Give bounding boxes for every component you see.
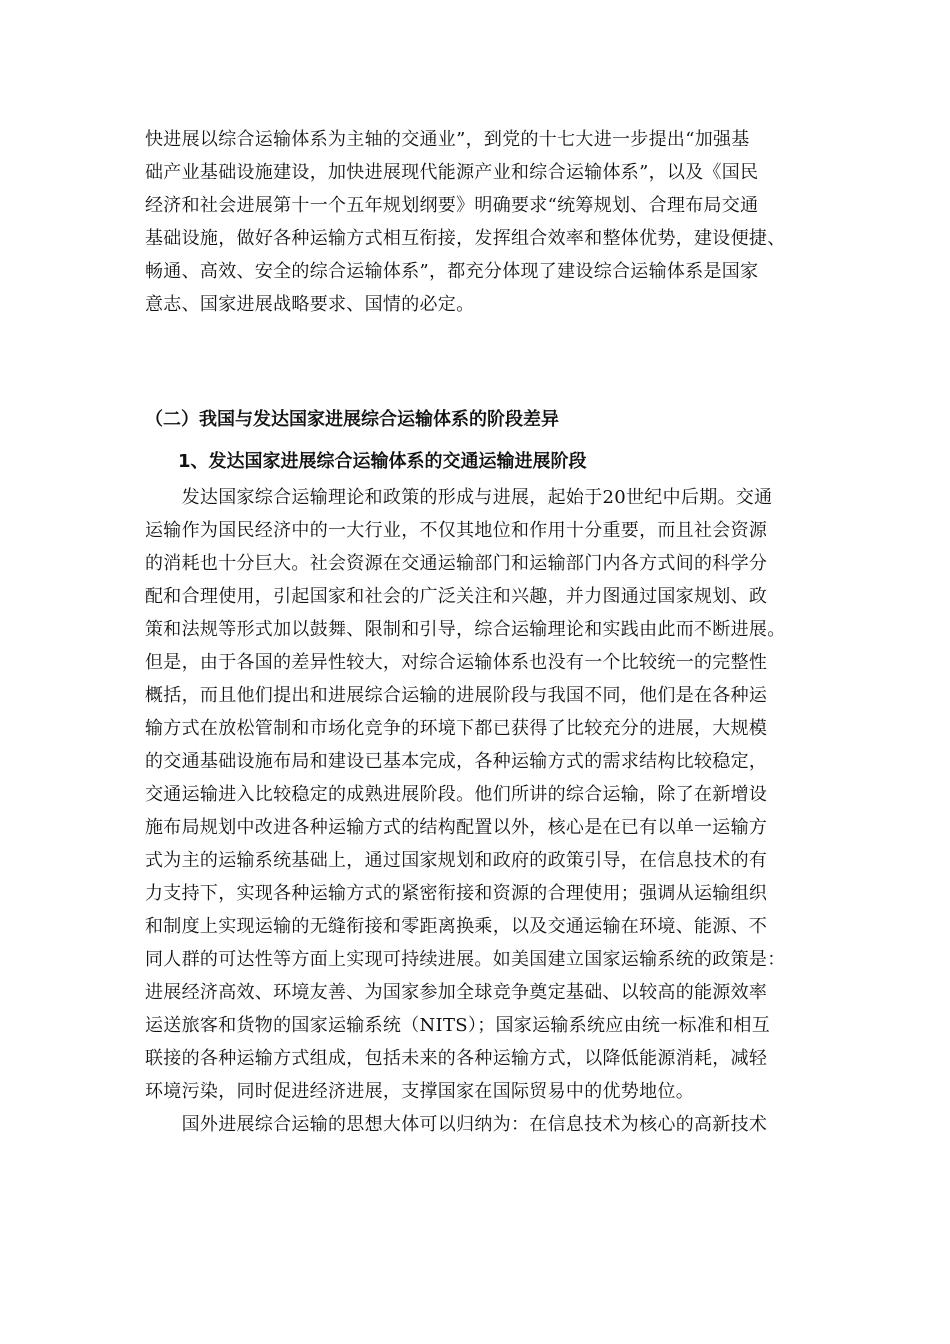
text-line: 施布局规划中改进各种运输方式的结构配置以外，核心是在已有以单一运输方 [145,817,768,838]
text-line: 运送旅客和货物的国家运输系统（NITS）；国家运输系统应由统一标准和相互 [145,1015,770,1036]
text-line: 础产业基础设施建设，加快进展现代能源产业和综合运输体系”，以及《国民 [145,162,759,183]
text-line: 概括，而且他们提出和进展综合运输的进展阶段与我国不同，他们是在各种运 [145,685,768,706]
text-line: 经济和社会进展第十一个五年规划纲要》明确要求“统筹规划、合理布局交通 [145,195,759,216]
text-line: 畅通、高效、安全的综合运输体系”，都充分体现了建设综合运输体系是国家 [145,261,759,282]
text-line: 交通运输进入比较稳定的成熟进展阶段。他们所讲的综合运输，除了在新增设 [145,784,768,805]
text-line: 的交通基础设施布局和建设已基本完成，各种运输方式的需求结构比较稳定， [145,751,768,772]
text-line: 力支持下，实现各种运输方式的紧密衔接和资源的合理使用；强调从运输组织 [145,883,768,904]
text-line: 意志、国家进展战略要求、国情的必定。 [145,294,475,315]
text-line: 联接的各种运输方式组成，包括未来的各种运输方式，以降低能源消耗，减轻 [145,1048,768,1069]
text-line: 配和合理使用，引起国家和社会的广泛关注和兴趣，并力图通过国家规划、政 [145,586,768,607]
text-line: 输方式在放松管制和市场化竞争的环境下都已获得了比较充分的进展，大规模 [145,718,768,739]
text-line: 国外进展综合运输的思想大体可以归纳为：在信息技术为核心的高新技术 [145,1114,768,1135]
text-line: 快进展以综合运输体系为主轴的交通业”，到党的十七大进一步提出“加强基 [145,129,750,150]
text-line: 策和法规等形式加以鼓舞、限制和引导，综合运输理论和实践由此而不断进展。 [145,619,786,640]
text-line: 的消耗也十分巨大。社会资源在交通运输部门和运输部门内各方式间的科学分 [145,553,768,574]
text-line: 但是，由于各国的差异性较大，对综合运输体系也没有一个比较统一的完整性 [145,652,768,673]
subsection-heading: 1、发达国家进展综合运输体系的交通运输进展阶段 [178,451,587,472]
text-line: 式为主的运输系统基础上，通过国家规划和政府的政策引导，在信息技术的有 [145,850,768,871]
text-line: 基础设施，做好各种运输方式相互衔接，发挥组合效率和整体优势，建设便捷、 [145,228,786,249]
text-line: 环境污染，同时促进经济进展，支撑国家在国际贸易中的优势地位。 [145,1081,694,1102]
text-line: 进展经济高效、环境友善、为国家参加全球竞争奠定基础、以较高的能源效率 [145,982,768,1003]
text-line: 同人群的可达性等方面上实现可持续进展。如美国建立国家运输系统的政策是： [145,949,786,970]
text-line: 和制度上实现运输的无缝衔接和零距离换乘，以及交通运输在环境、能源、不 [145,916,768,937]
text-line: 发达国家综合运输理论和政策的形成与进展，起始于20世纪中后期。交通 [145,487,773,508]
text-line: 运输作为国民经济中的一大行业，不仅其地位和作用十分重要，而且社会资源 [145,520,768,541]
section-heading: （二）我国与发达国家进展综合运输体系的阶段差异 [145,409,559,430]
